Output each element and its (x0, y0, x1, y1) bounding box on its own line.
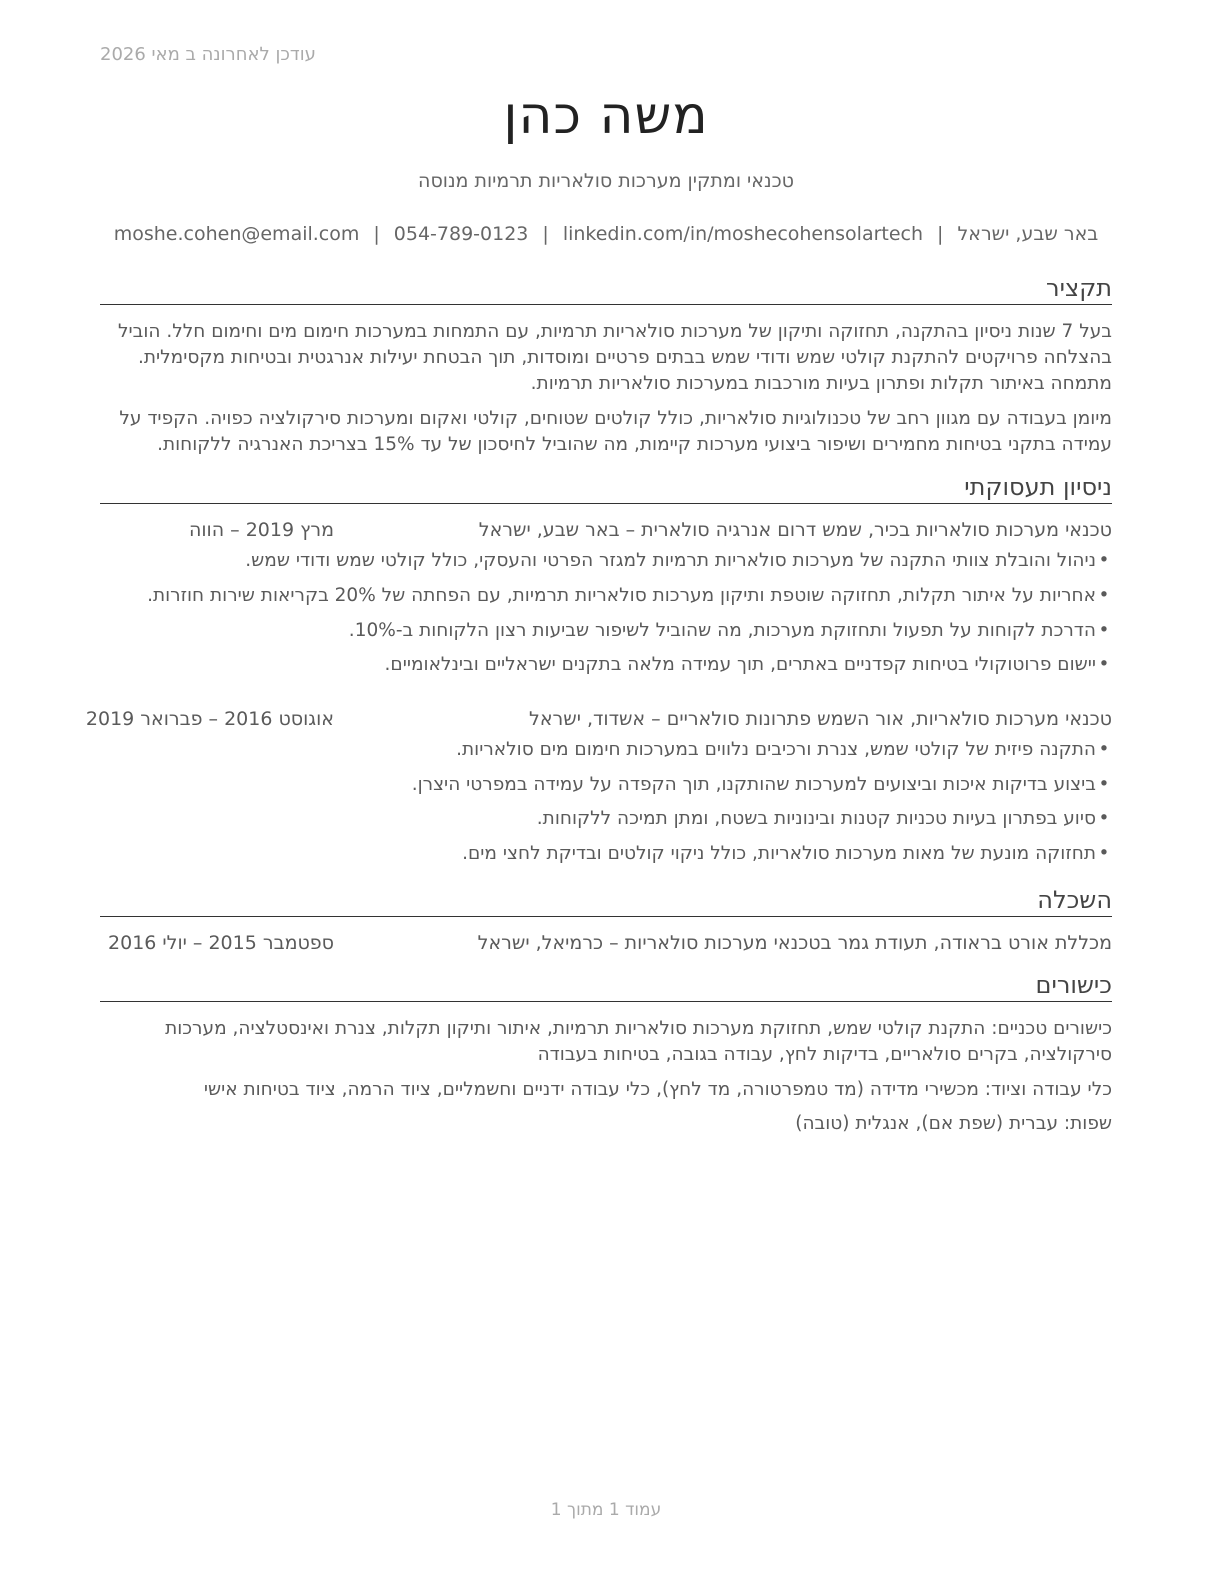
bullet-icon: • (1098, 550, 1110, 571)
job-header (100, 517, 1112, 543)
bullet-icon: • (1098, 774, 1110, 795)
contact-phone[interactable]: 054-789-0123 (393, 223, 529, 245)
job-bullet-text: ביצוע בדיקות איכות וביצועים למערכות שהותקנו, תוך הקפדה על עמידה במפרטי היצרן. (411, 774, 1096, 795)
education-dates: ספטמבר 2015 – יולי 2016 (108, 932, 334, 954)
job-bullet (147, 583, 1112, 609)
summary-paragraph: מיומן בעבודה עם מגוון רחב של טכנולוגיות סולאריות, כולל קולטים שטוחים, קולטי ואקום ומערכות סירקולציה כפויה. הקפיד על עמידה בתקני בטיחות מחמירים ושיפור ביצועי מערכות קיימות, מה שהוביל לחיסכון של עד 15% בצריכת האנרגיה ללקוחות. (119, 408, 1112, 455)
bullet-icon: • (1098, 843, 1110, 864)
job-bullet-text: התקנה פיזית של קולטי שמש, צנרת ורכיבים נלווים במערכות חימום מים סולאריות. (456, 739, 1096, 760)
candidate-name: משה כהן (503, 86, 709, 146)
job-bullet (245, 548, 1112, 574)
job-bullet-text: יישום פרוטוקולי בטיחות קפדניים באתרים, תוך עמידה מלאה בתקנים ישראליים ובינלאומיים. (384, 654, 1096, 675)
job-bullet (456, 737, 1112, 763)
section-title-education: השכלה (100, 884, 1112, 917)
contact-location: באר שבע, ישראל (957, 223, 1099, 245)
section-title-experience: ניסיון תעסוקתי (100, 471, 1112, 504)
education-title: מכללת אורט בראודה, תעודת גמר בטכנאי מערכות סולאריות – כרמיאל, ישראל (477, 932, 1112, 954)
job-bullet (385, 652, 1112, 678)
summary-paragraph: בעל 7 שנות ניסיון בהתקנה, תחזוקה ותיקון של מערכות סולאריות תרמיות, עם התמחות במערכות חימום מים וחימום חלל. הוביל בהצלחה פרויקטים להתקנת קולטי שמש ודודי שמש בבתים פרטיים ומוסדות, תוך הבטחת יעילות אנרגטית ובטיחות מקסימלית. מתמחה באיתור תקלות ופתרון בעיות מורכבות במערכות סולאריות תרמיות. (118, 321, 1112, 394)
job-header (85, 706, 1112, 732)
job-bullet (462, 841, 1112, 867)
bullet-icon: • (1098, 585, 1110, 606)
bullet-icon: • (1098, 739, 1110, 760)
bullet-icon: • (1098, 620, 1110, 641)
contact-linkedin[interactable]: linkedin.com/in/moshecohensolartech (562, 223, 924, 245)
skills-tools: כלי עבודה וציוד: מכשירי מדידה (מד טמפרטורה, מד לחץ), כלי עבודה ידניים וחשמליים, ציוד הרמה, ציוד בטיחות אישי (203, 1079, 1112, 1100)
contact-separator: | (542, 223, 549, 245)
job-bullet (412, 772, 1112, 798)
section-title-skills: כישורים (100, 969, 1112, 1002)
skills-languages: שפות: עברית (שפת אם), אנגלית (טובה) (795, 1113, 1112, 1134)
resume-page (85, 0, 1112, 1584)
job-bullet-text: תחזוקה מונעת של מאות מערכות סולאריות, כולל ניקוי קולטים ובדיקת לחצי מים. (462, 843, 1096, 864)
job-bullet-text: אחריות על איתור תקלות, תחזוקה שוטפת ותיקון מערכות סולאריות תרמיות, עם הפחתה של 20% בקריאות שירות חוזרות. (147, 585, 1096, 606)
job-bullet (537, 806, 1112, 832)
job-title: טכנאי מערכות סולאריות, אור השמש פתרונות סולאריים – אשדוד, ישראל (529, 708, 1112, 730)
skills-technical: כישורים טכניים: התקנת קולטי שמש, תחזוקת מערכות סולאריות תרמיות, איתור ותיקון תקלות, צנרת ואינסטלציה, מערכות סירקולציה, בקרים סולאריים, בדיקות לחץ, עבודה בגובה, בטיחות בעבודה (165, 1018, 1112, 1065)
contact-email[interactable]: moshe.cohen@email.com (113, 223, 360, 245)
headline: טכנאי ומתקין מערכות סולאריות תרמיות מנוסה (418, 170, 794, 192)
bullet-icon: • (1098, 808, 1110, 829)
job-bullet-text: ניהול והובלת צוותי התקנה של מערכות סולאריות תרמיות למגזר הפרטי והעסקי, כולל קולטי שמש ודודי שמש. (245, 550, 1096, 571)
contact-separator: | (373, 223, 380, 245)
bullet-icon: • (1098, 654, 1110, 675)
job-dates: אוגוסט 2016 – פברואר 2019 (85, 708, 334, 730)
contact-separator: | (937, 223, 944, 245)
job-bullet (349, 618, 1112, 644)
section-title-summary: תקציר (100, 272, 1112, 305)
page-number: עמוד 1 מתוך 1 (550, 1500, 662, 1520)
contact-line (100, 223, 1112, 245)
job-dates: מרץ 2019 – הווה (188, 519, 334, 541)
job-title: טכנאי מערכות סולאריות בכיר, שמש דרום אנרגיה סולארית – באר שבע, ישראל (478, 519, 1112, 541)
job-bullet-text: סיוע בפתרון בעיות טכניות קטנות ובינוניות בשטח, ומתן תמיכה ללקוחות. (536, 808, 1096, 829)
job-bullet-text: הדרכת לקוחות על תפעול ותחזוקת מערכות, מה שהוביל לשיפור שביעות רצון הלקוחות ב-10%. (348, 620, 1096, 641)
education-entry (100, 930, 1112, 956)
last-updated: עודכן לאחרונה ב מאי 2026 (100, 44, 316, 65)
